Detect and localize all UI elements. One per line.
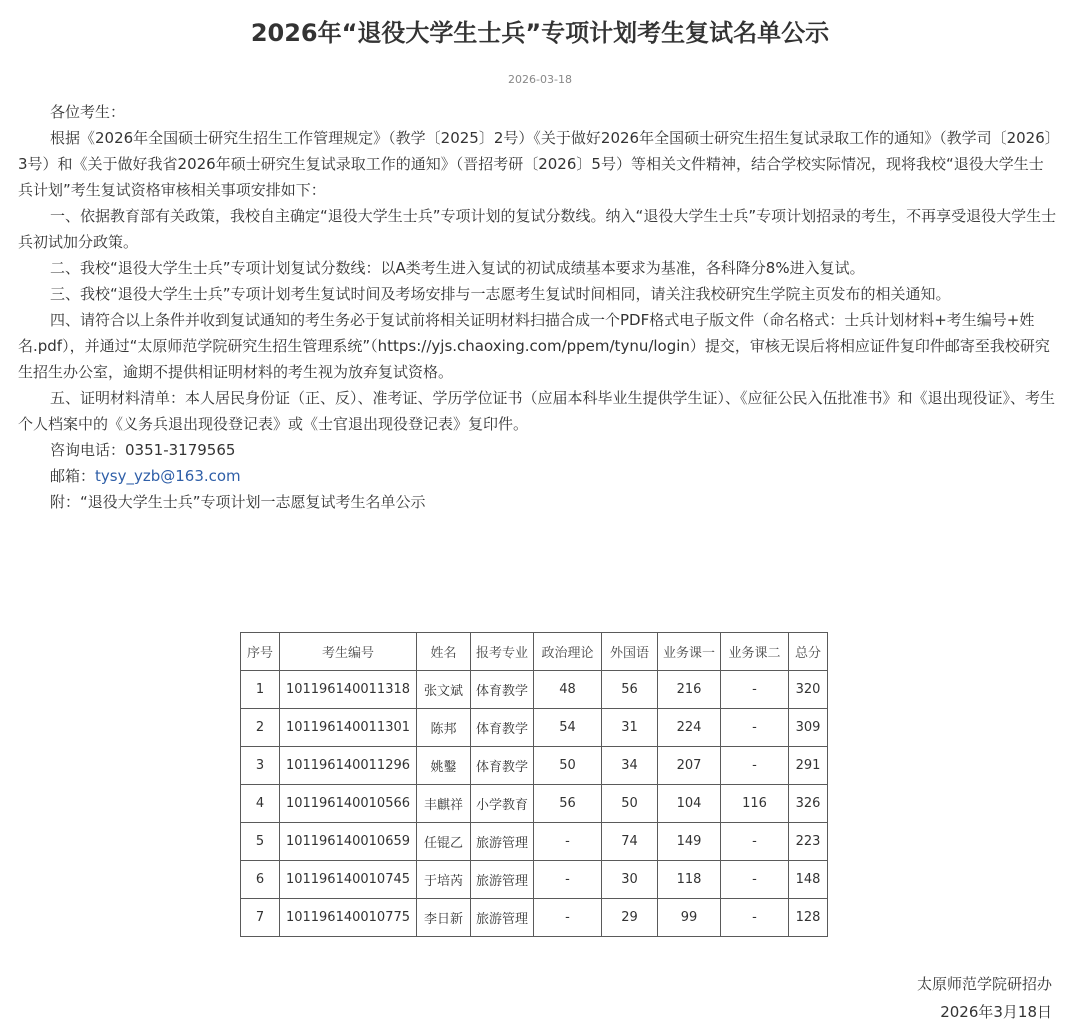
header-cell: 业务课二 bbox=[721, 633, 789, 671]
table-cell: 56 bbox=[602, 671, 658, 709]
table-cell: 50 bbox=[534, 747, 602, 785]
table-cell: - bbox=[721, 899, 789, 937]
table-cell: 118 bbox=[658, 861, 721, 899]
table-cell: 101196140010659 bbox=[280, 823, 417, 861]
header-cell: 姓名 bbox=[417, 633, 471, 671]
table-cell: 101196140010775 bbox=[280, 899, 417, 937]
greeting: 各位考生： bbox=[50, 103, 126, 121]
table-cell: 李日新 bbox=[417, 899, 471, 937]
table-cell: 101196140010745 bbox=[280, 861, 417, 899]
table-cell: 3 bbox=[241, 747, 280, 785]
notice-content bbox=[18, 99, 1058, 515]
table-cell: - bbox=[721, 823, 789, 861]
contact-email bbox=[18, 463, 1058, 489]
publish-date: 2026-03-18 bbox=[508, 73, 572, 86]
email-label: 邮箱： bbox=[50, 467, 96, 485]
paragraph-3: 三、我校“退役大学生士兵”专项计划考生复试时间及考场安排与一志愿考生复试时间相同，请关注我校研究生学院主页发布的相关通知。 bbox=[50, 285, 951, 303]
table-cell: 149 bbox=[658, 823, 721, 861]
table-cell: 148 bbox=[789, 861, 828, 899]
table-header-row bbox=[241, 633, 828, 671]
table-cell: 207 bbox=[658, 747, 721, 785]
table-row bbox=[241, 899, 828, 937]
paragraph-5: 五、证明材料清单：本人居民身份证（正、反）、准考证、学历学位证书（应届本科毕业生提供学生证）、《应征公民入伍批准书》和《退出现役证》、考生个人档案中的《义务兵退出现役登记表》或《士官退出现役登记表》复印件。 bbox=[18, 389, 1056, 433]
table-cell: 223 bbox=[789, 823, 828, 861]
table-cell: 31 bbox=[602, 709, 658, 747]
table-cell: 224 bbox=[658, 709, 721, 747]
candidate-table-wrapper bbox=[240, 632, 828, 937]
table-cell: 4 bbox=[241, 785, 280, 823]
table-cell: 128 bbox=[789, 899, 828, 937]
header-cell: 业务课一 bbox=[658, 633, 721, 671]
candidate-table bbox=[240, 632, 828, 937]
table-cell: 2 bbox=[241, 709, 280, 747]
table-cell: - bbox=[721, 747, 789, 785]
table-cell: 99 bbox=[658, 899, 721, 937]
signature-org: 太原师范学院研招办 bbox=[916, 975, 1052, 993]
table-cell: 29 bbox=[602, 899, 658, 937]
table-cell: 6 bbox=[241, 861, 280, 899]
table-row bbox=[241, 861, 828, 899]
table-cell: 101196140011301 bbox=[280, 709, 417, 747]
header-cell: 考生编号 bbox=[280, 633, 417, 671]
header-cell: 序号 bbox=[241, 633, 280, 671]
table-cell: 7 bbox=[241, 899, 280, 937]
table-cell: 旅游管理 bbox=[471, 823, 534, 861]
table-cell: 体育教学 bbox=[471, 671, 534, 709]
table-cell: - bbox=[721, 709, 789, 747]
table-cell: 旅游管理 bbox=[471, 899, 534, 937]
table-cell: 216 bbox=[658, 671, 721, 709]
table-cell: 小学教育 bbox=[471, 785, 534, 823]
table-cell: - bbox=[534, 823, 602, 861]
table-cell: 体育教学 bbox=[471, 747, 534, 785]
table-row bbox=[241, 785, 828, 823]
header-cell: 报考专业 bbox=[471, 633, 534, 671]
table-cell: 张文斌 bbox=[417, 671, 471, 709]
email-link[interactable]: tysy_yzb@163.com bbox=[95, 467, 241, 485]
paragraph-1: 一、依据教育部有关政策，我校自主确定“退役大学生士兵”专项计划的复试分数线。纳入“退役大学生士兵”专项计划招录的考生，不再享受退役大学生士兵初试加分政策。 bbox=[18, 207, 1057, 251]
table-row bbox=[241, 747, 828, 785]
table-cell: 50 bbox=[602, 785, 658, 823]
table-row bbox=[241, 709, 828, 747]
table-cell: 54 bbox=[534, 709, 602, 747]
table-cell: 101196140010566 bbox=[280, 785, 417, 823]
table-cell: 5 bbox=[241, 823, 280, 861]
table-cell: 74 bbox=[602, 823, 658, 861]
table-cell: 48 bbox=[534, 671, 602, 709]
phone-label: 咨询电话： bbox=[50, 441, 126, 459]
table-cell: 101196140011318 bbox=[280, 671, 417, 709]
contact-phone bbox=[18, 437, 1058, 463]
table-cell: 旅游管理 bbox=[471, 861, 534, 899]
signature-date: 2026年3月18日 bbox=[940, 1003, 1052, 1021]
table-row bbox=[241, 671, 828, 709]
page-title: 2026年“退役大学生士兵”专项计划考生复试名单公示 bbox=[250, 19, 830, 47]
table-cell: 30 bbox=[602, 861, 658, 899]
table-cell: 56 bbox=[534, 785, 602, 823]
table-cell: 任锟乙 bbox=[417, 823, 471, 861]
paragraph-intro: 根据《2026年全国硕士研究生招生工作管理规定》（教学〔2025〕2号）《关于做好2026年全国硕士研究生招生复试录取工作的通知》（教学司〔2026〕3号）和《关于做好我省2026年硕士研究生复试录取工作的通知》（晋招考研〔2026〕5号）等相关文件精神，结合学校实际情况，现将我校“退役大学生士兵计划”考生复试资格审核相关事项安排如下： bbox=[18, 129, 1053, 199]
table-cell: 116 bbox=[721, 785, 789, 823]
table-cell: 309 bbox=[789, 709, 828, 747]
table-cell: 326 bbox=[789, 785, 828, 823]
table-cell: - bbox=[534, 899, 602, 937]
table-cell: 34 bbox=[602, 747, 658, 785]
table-cell: 104 bbox=[658, 785, 721, 823]
table-cell: 于培芮 bbox=[417, 861, 471, 899]
header-cell: 政治理论 bbox=[534, 633, 602, 671]
table-cell: 姚鑿 bbox=[417, 747, 471, 785]
paragraph-2: 二、我校“退役大学生士兵”专项计划复试分数线：以A类考生进入复试的初试成绩基本要求为基准，各科降分8%进入复试。 bbox=[50, 259, 865, 277]
phone-number: 0351-3179565 bbox=[125, 441, 236, 459]
table-cell: 291 bbox=[789, 747, 828, 785]
table-cell: 1 bbox=[241, 671, 280, 709]
header-cell: 外国语 bbox=[602, 633, 658, 671]
table-cell: - bbox=[721, 671, 789, 709]
header-cell: 总分 bbox=[789, 633, 828, 671]
table-cell: - bbox=[721, 861, 789, 899]
paragraph-4: 四、请符合以上条件并收到复试通知的考生务必于复试前将相关证明材料扫描合成一个PDF格式电子版文件（命名格式：士兵计划材料+考生编号+姓名.pdf），并通过“太原师范学院研究生招生管理系统”（https://yjs.chaoxing.com/ppem/tynu/login）提交，审核无误后将相应证件复印件邮寄至我校研究生招生办公室，逾期不提供相证明材料的考生视为放弃复试资格。 bbox=[18, 311, 1050, 381]
table-cell: 体育教学 bbox=[471, 709, 534, 747]
table-cell: 陈邦 bbox=[417, 709, 471, 747]
table-row bbox=[241, 823, 828, 861]
table-cell: - bbox=[534, 861, 602, 899]
table-cell: 320 bbox=[789, 671, 828, 709]
table-cell: 101196140011296 bbox=[280, 747, 417, 785]
table-cell: 丰麒祥 bbox=[417, 785, 471, 823]
attachment-note: 附：“退役大学生士兵”专项计划一志愿复试考生名单公示 bbox=[50, 493, 426, 511]
